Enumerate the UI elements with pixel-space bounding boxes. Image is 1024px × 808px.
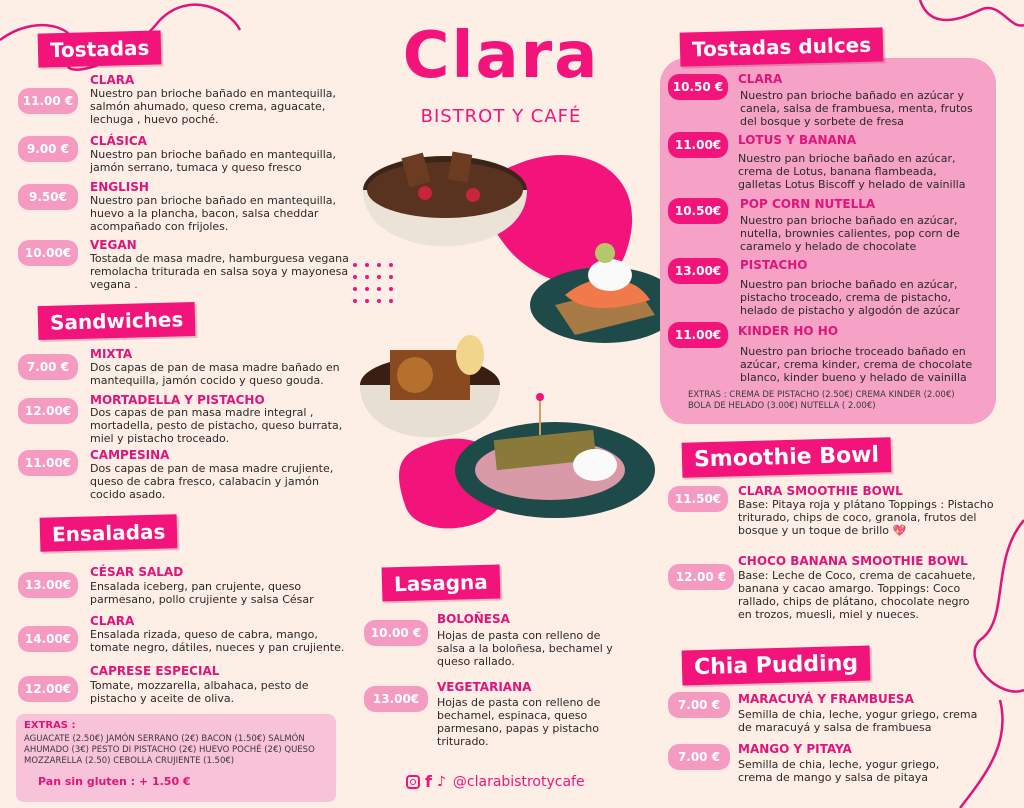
price-tag: 13.00€ — [668, 258, 728, 284]
item-name: MARACUYÁ Y FRAMBUESA — [738, 692, 914, 706]
brand-subtitle: BISTROT Y CAFÉ — [420, 106, 582, 127]
section-title-tostadas: Tostadas — [38, 30, 162, 67]
price-tag: 11.00€ — [668, 322, 728, 348]
price-tag: 13.00€ — [18, 572, 78, 598]
item-description: Nuestro pan brioche bañado en mantequilla, jamón serrano, tumaca y queso fresco — [90, 148, 337, 174]
item-description: Nuestro pan brioche bañado en azúcar, crema de Lotus, banana flambeada, galletas Lotus Biscoff y helado de vainilla — [738, 152, 966, 191]
item-name: CHOCO BANANA SMOOTHIE BOWL — [738, 554, 968, 568]
price-tag: 7.00 € — [18, 354, 78, 380]
price-tag: 11.50€ — [668, 486, 728, 512]
price-tag: 12.00€ — [18, 676, 78, 702]
item-name: CLARA SMOOTHIE BOWL — [738, 484, 903, 498]
item-description: Nuestro pan brioche bañado en mantequilla, salmón ahumado, queso crema, aguacate, lechuga , huevo poché. — [90, 87, 337, 126]
item-name: BOLOÑESA — [437, 612, 510, 626]
price-tag: 9.00 € — [18, 136, 78, 162]
item-name: MANGO Y PITAYA — [738, 742, 852, 756]
social-bar — [406, 774, 585, 790]
price-tag: 10.00€ — [18, 240, 78, 266]
item-name: KINDER HO HO — [738, 324, 839, 338]
price-tag: 11.00€ — [668, 132, 728, 158]
extras-box — [16, 714, 336, 802]
item-description: Base: Leche de Coco, crema de cacahuete, banana y cacao amargo. Toppings: Coco rallado, chips de plátano, chocolate negro en trozos, muesli, miel y nueces. — [738, 569, 976, 621]
item-description: Base: Pitaya roja y plátano Toppings : Pistacho triturado, chips de coco, granola, frutos del bosque y un toque de brillo 💖 — [738, 498, 994, 537]
item-description: Semilla de chia, leche, yogur griego, crema de mango y salsa de pitaya — [738, 758, 940, 784]
section-title-tostadas-dulces: Tostadas dulces — [680, 27, 884, 66]
item-description: Tostada de masa madre, hamburguesa vegana remolacha triturada en salsa soya y mayonesa vegana . — [90, 252, 349, 291]
item-name: CLARA — [90, 73, 135, 87]
item-description: Nuestro pan brioche bañado en mantequilla, huevo a la plancha, bacon, salsa cheddar acompañado con frijoles. — [90, 194, 337, 233]
price-tag: 11.00€ — [18, 450, 78, 476]
item-description: Dos capas de pan de masa madre bañado en mantequilla, jamón cocido y queso gouda. — [90, 361, 340, 387]
section-title-ensaladas: Ensaladas — [40, 514, 178, 552]
item-description: Nuestro pan brioche troceado bañado en azúcar, crema kinder, crema de chocolate blanco, kinder bueno y helado de vainilla — [740, 345, 973, 384]
item-description: Tomate, mozzarella, albahaca, pesto de pistacho y aceite de oliva. — [90, 679, 309, 705]
price-tag: 14.00€ — [18, 626, 78, 652]
item-name: VEGAN — [90, 238, 137, 252]
gluten-free-note: Pan sin gluten : + 1.50 € — [38, 775, 191, 788]
item-name: ENGLISH — [90, 180, 149, 194]
price-tag: 11.00 € — [18, 88, 78, 114]
item-description: Semilla de chia, leche, yogur griego, crema de maracuyá y salsa de frambuesa — [738, 708, 978, 734]
price-tag: 12.00 € — [668, 564, 734, 590]
item-description: Dos capas de pan masa madre integral , mortadella, pesto de pistacho, queso burrata, miel y pistacho troceado. — [90, 406, 343, 445]
item-name: CLARA — [90, 614, 135, 628]
price-tag: 7.00 € — [668, 692, 730, 718]
extras-title: EXTRAS : — [24, 720, 76, 731]
extras-text: AGUACATE (2.50€) JAMÓN SERRANO (2€) BACON (1.50€) SALMÓN AHUMADO (3€) PESTO DI PISTACHO (2€) HUEVO POCHÉ (2€) QUESO MOZZARELLA (2.50) CEBOLLA CRUJIENTE (1.50€) — [24, 734, 315, 766]
item-name: LOTUS Y BANANA — [738, 133, 857, 147]
item-name: CÉSAR SALAD — [90, 565, 184, 579]
social-handle[interactable]: @clarabistrotycafe — [452, 774, 585, 790]
food-photos — [355, 135, 685, 545]
item-name: CLARA — [738, 72, 783, 86]
item-description: Dos capas de pan de masa madre crujiente, queso de cabra fresco, calabacin y jamón cocido asado. — [90, 462, 334, 501]
item-description: Hojas de pasta con relleno de salsa a la boloñesa, bechamel y queso rallado. — [437, 629, 613, 668]
tiktok-icon[interactable]: ♪ — [436, 774, 446, 790]
item-name: MIXTA — [90, 347, 133, 361]
item-description: Nuestro pan brioche bañado en azúcar, pistacho troceado, crema de pistacho, helado de pistacho y algodón de azúcar — [740, 278, 960, 317]
section-title-lasagna: Lasagna — [382, 564, 501, 601]
price-tag: 10.50 € — [668, 74, 728, 100]
item-description: Ensalada rizada, queso de cabra, mango, tomate negro, dátiles, nueces y pan crujiente. — [90, 628, 345, 654]
price-tag: 7.00 € — [668, 744, 730, 770]
section-title-sandwiches: Sandwiches — [38, 302, 196, 340]
item-description: Nuestro pan brioche bañado en azúcar, nutella, brownies calientes, pop corn de caramelo y helado de chocolate — [740, 214, 960, 253]
item-name: CLÁSICA — [90, 134, 147, 148]
facebook-icon[interactable]: f — [425, 772, 432, 791]
item-name: PISTACHO — [740, 258, 808, 272]
price-tag: 13.00€ — [364, 686, 428, 712]
price-tag: 10.00 € — [364, 620, 428, 646]
instagram-icon[interactable] — [406, 775, 420, 789]
item-description: Nuestro pan brioche bañado en azúcar y canela, salsa de frambuesa, menta, frutos del bosque y sorbete de fresa — [740, 89, 973, 128]
price-tag: 9.50€ — [18, 184, 78, 210]
brand-logo: Clara — [402, 19, 600, 93]
item-name: MORTADELLA Y PISTACHO — [90, 393, 265, 407]
price-tag: 12.00€ — [18, 398, 78, 424]
dulces-extras: EXTRAS : CREMA DE PISTACHO (2.50€) CREMA KINDER (2.00€) BOLA DE HELADO (3.00€) NUTELLA ( 2.00€) — [688, 390, 955, 411]
item-description: Hojas de pasta con relleno de bechamel, espinaca, queso parmesano, papas y pistacho triturado. — [437, 696, 601, 748]
item-name: CAMPESINA — [90, 448, 170, 462]
item-name: VEGETARIANA — [437, 680, 532, 694]
price-tag: 10.50€ — [668, 198, 728, 224]
item-name: CAPRESE ESPECIAL — [90, 664, 220, 678]
section-title-smoothie: Smoothie Bowl — [682, 437, 892, 477]
section-title-chia: Chia Pudding — [682, 646, 871, 686]
item-name: POP CORN NUTELLA — [740, 197, 876, 211]
item-description: Ensalada iceberg, pan crujente, queso parmesano, pollo crujiente y salsa César — [90, 580, 314, 606]
